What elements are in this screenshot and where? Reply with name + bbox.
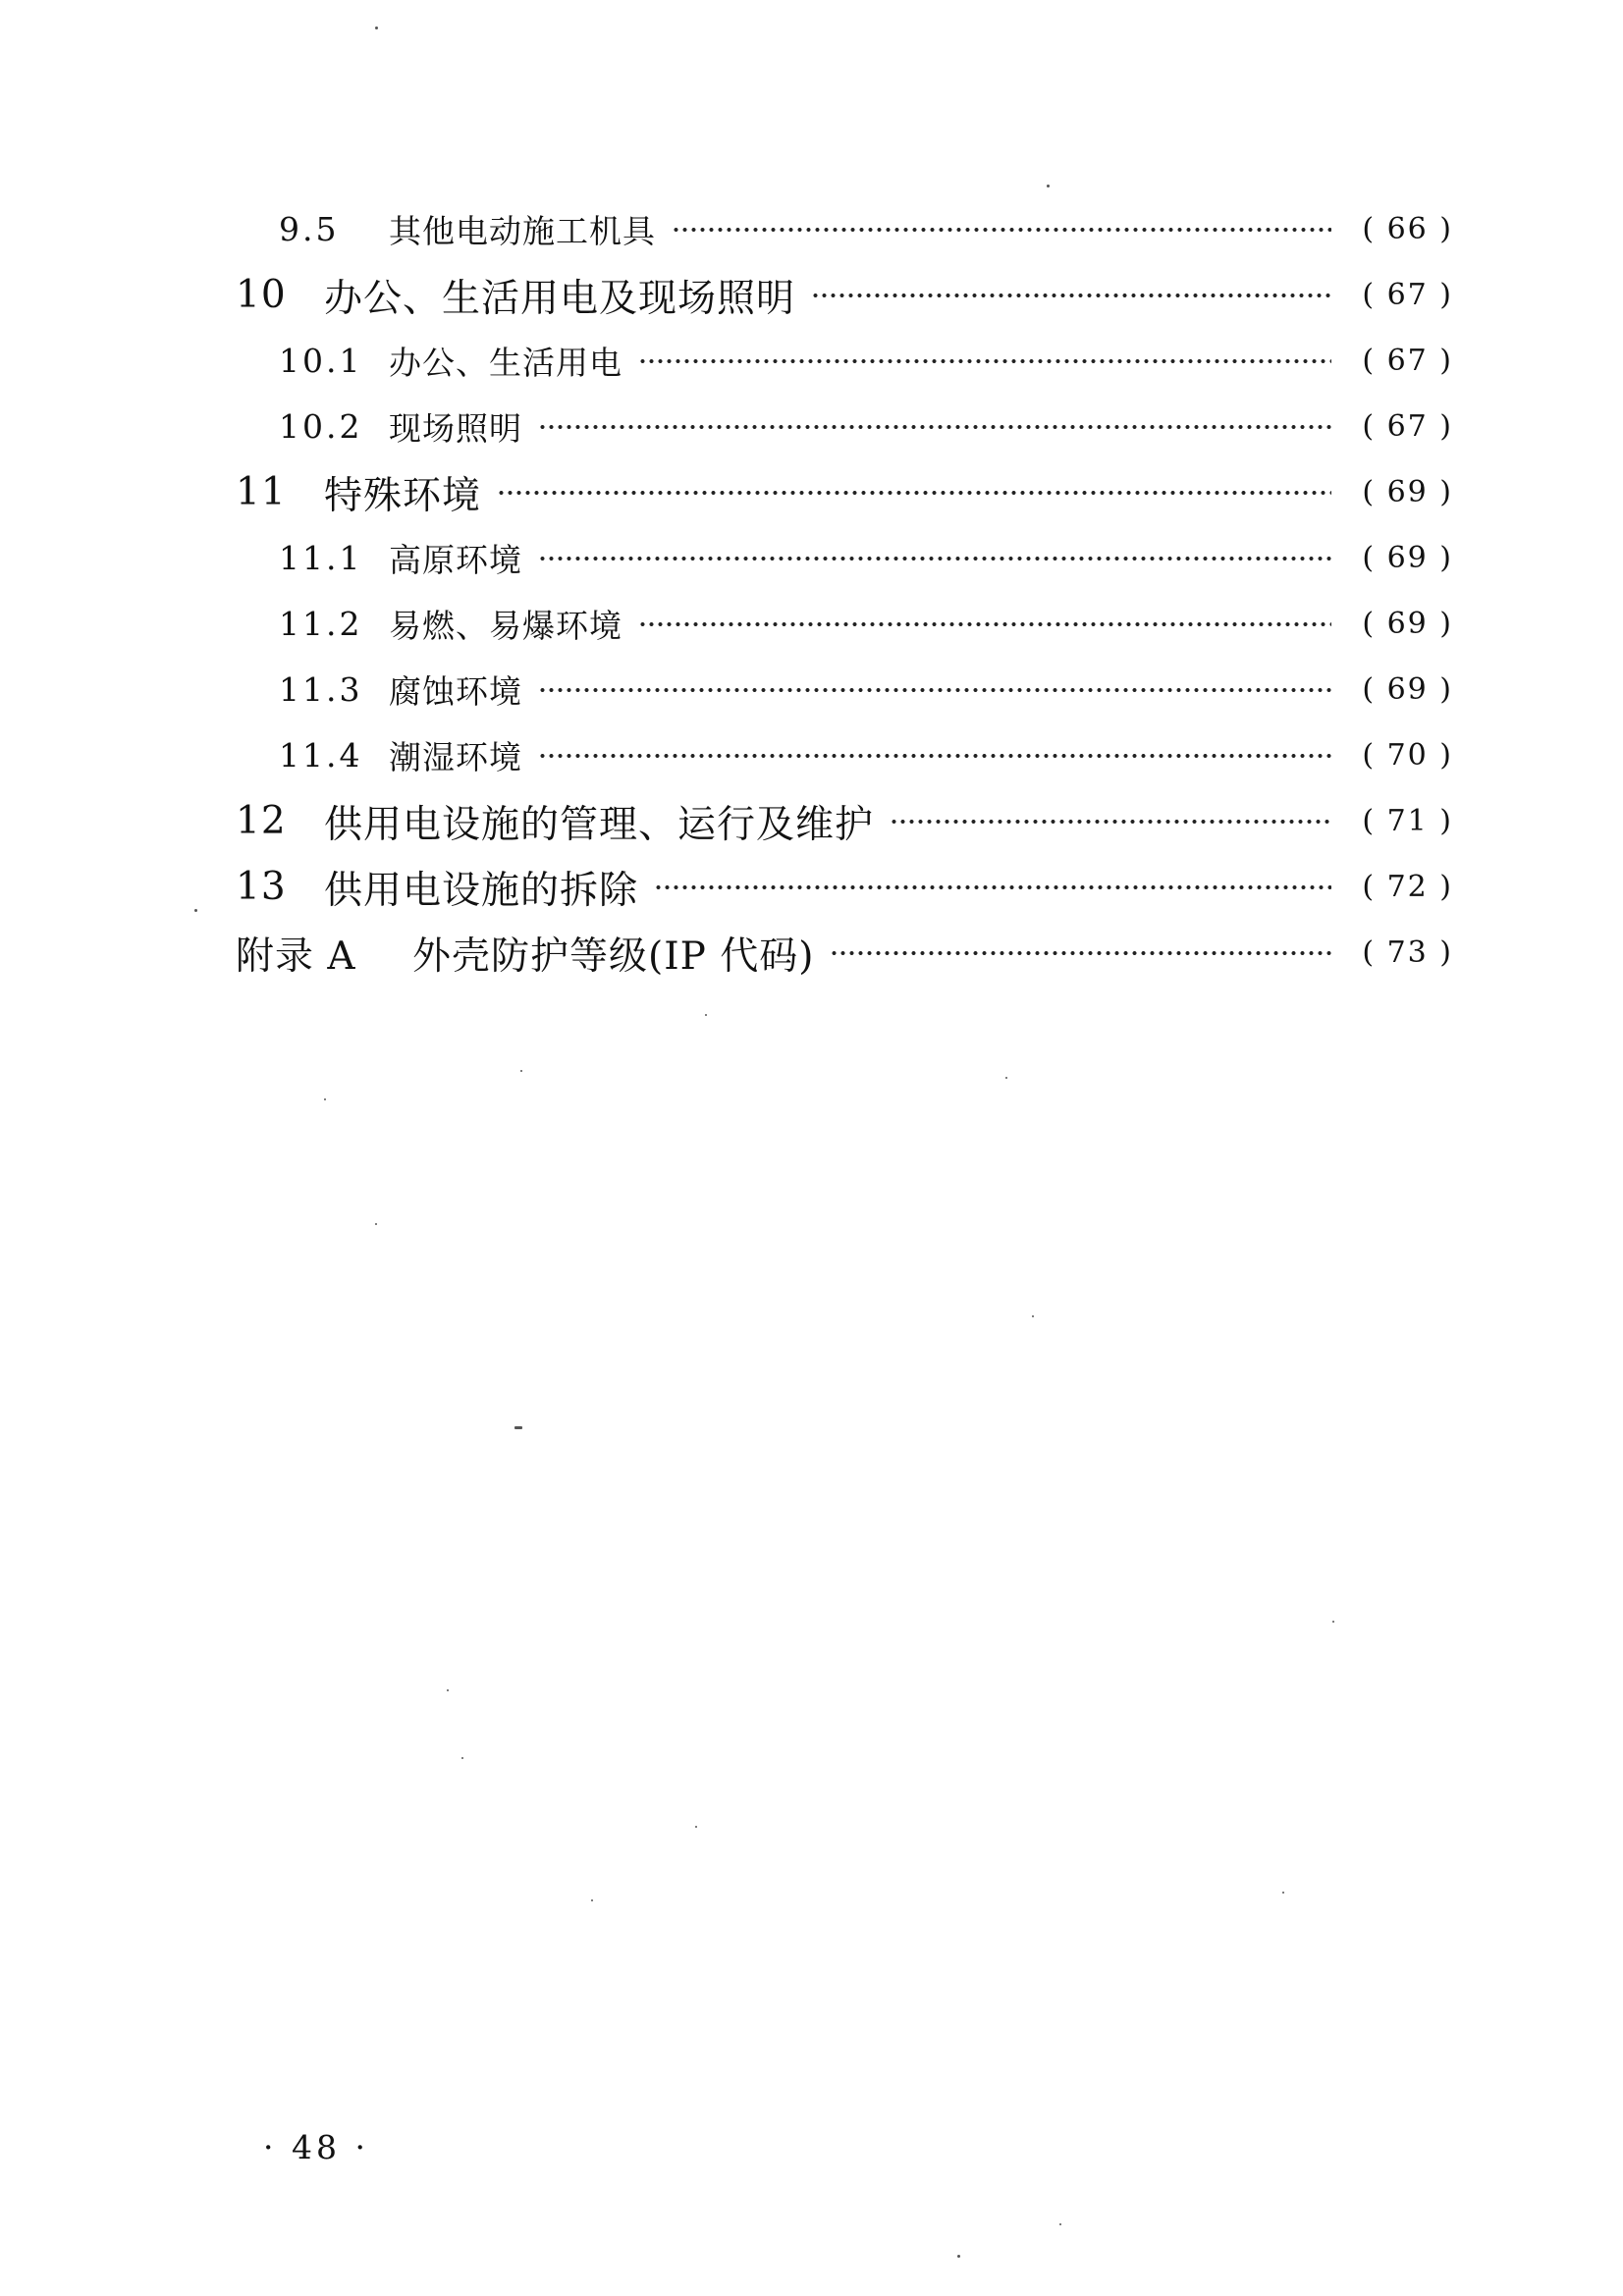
dot-leader (830, 950, 1331, 956)
dot-leader (638, 358, 1331, 364)
toc-entry-title: 腐蚀环境 (389, 672, 522, 711)
toc-entry-12[interactable] (236, 788, 1453, 854)
scan-speck (695, 1826, 697, 1828)
toc-entry-number: 13 (236, 865, 287, 909)
toc-entry-page: ( 67 ) (1362, 278, 1453, 312)
toc-entry-number: 11.1 (279, 539, 363, 577)
toc-entry-number: 11.2 (279, 605, 363, 643)
toc-entry-title: 易燃、易爆环境 (389, 607, 622, 645)
scan-speck (324, 1098, 326, 1100)
scan-speck (1282, 1892, 1284, 1894)
dot-leader (538, 424, 1331, 430)
toc-entry-number: 10.1 (279, 342, 363, 380)
scan-speck (447, 1689, 449, 1691)
toc-entry-page: ( 67 ) (1362, 344, 1453, 378)
toc-entry-title: 供用电设施的管理、运行及维护 (324, 802, 875, 847)
toc-entry-10[interactable] (236, 262, 1453, 328)
dot-leader (672, 227, 1331, 233)
scan-speck (1005, 1077, 1007, 1079)
toc-entry-number: 11.3 (279, 670, 363, 709)
scan-speck (957, 2255, 960, 2258)
toc-entry-title: 供用电设施的拆除 (324, 868, 639, 913)
toc-entry-page: ( 69 ) (1362, 607, 1453, 641)
toc-entry-number: 10 (236, 273, 287, 317)
dot-leader (638, 621, 1331, 627)
toc-entry-11-3[interactable] (236, 657, 1453, 722)
toc-entry-10-2[interactable] (236, 394, 1453, 459)
scan-speck (705, 1014, 707, 1016)
dot-leader (654, 884, 1331, 890)
toc-entry-title: 特殊环境 (324, 473, 482, 518)
toc-entry-9-5[interactable] (236, 196, 1453, 262)
scan-speck (1047, 185, 1050, 187)
scan-speck (1059, 2223, 1061, 2225)
dot-leader (890, 819, 1331, 825)
toc-entry-11[interactable] (236, 459, 1453, 525)
toc-entry-number: 9.5 (279, 210, 340, 248)
dot-leader (497, 490, 1331, 496)
toc-entry-page: ( 69 ) (1362, 541, 1453, 575)
toc-entry-number: 12 (236, 799, 287, 843)
toc-entry-number: 附录 A (236, 934, 356, 979)
toc-entry-page: ( 67 ) (1362, 409, 1453, 444)
toc-entry-title: 潮湿环境 (389, 738, 522, 776)
toc-entry-number: 10.2 (279, 407, 363, 446)
toc-entry-number: 11.4 (279, 736, 363, 774)
toc-entry-page: ( 73 ) (1362, 935, 1453, 970)
dot-leader (538, 687, 1331, 693)
toc-entry-page: ( 66 ) (1362, 212, 1453, 246)
toc-entry-page: ( 69 ) (1362, 475, 1453, 509)
scan-speck (514, 1426, 522, 1429)
dot-leader (538, 753, 1331, 759)
table-of-contents (236, 196, 1453, 986)
toc-entry-title: 其他电动施工机具 (389, 212, 656, 250)
scan-speck (591, 1899, 593, 1901)
dot-leader (811, 293, 1331, 298)
toc-entry-title: 现场照明 (389, 409, 522, 448)
toc-entry-page: ( 72 ) (1362, 870, 1453, 904)
dot-leader (538, 556, 1331, 561)
scan-speck (461, 1757, 463, 1759)
scan-speck (194, 909, 197, 912)
scan-speck (1332, 1621, 1334, 1623)
toc-entry-page: ( 70 ) (1362, 738, 1453, 773)
toc-entry-10-1[interactable] (236, 328, 1453, 394)
scan-speck (375, 27, 378, 29)
toc-entry-appendix-a[interactable] (236, 920, 1453, 986)
scan-speck (1032, 1315, 1034, 1317)
page-number: · 48 · (263, 2128, 369, 2166)
toc-entry-page: ( 71 ) (1362, 804, 1453, 838)
toc-entry-number: 11 (236, 470, 287, 514)
scan-speck (375, 1223, 377, 1225)
scan-speck (520, 1070, 522, 1072)
toc-entry-13[interactable] (236, 854, 1453, 920)
toc-entry-title: 高原环境 (389, 541, 522, 579)
toc-entry-title: 办公、生活用电 (389, 344, 622, 382)
toc-entry-page: ( 69 ) (1362, 672, 1453, 707)
toc-entry-title: 办公、生活用电及现场照明 (324, 276, 796, 321)
toc-entry-11-1[interactable] (236, 525, 1453, 591)
toc-entry-11-2[interactable] (236, 591, 1453, 657)
toc-entry-11-4[interactable] (236, 722, 1453, 788)
toc-entry-title: 外壳防护等级(IP 代码) (412, 934, 815, 979)
